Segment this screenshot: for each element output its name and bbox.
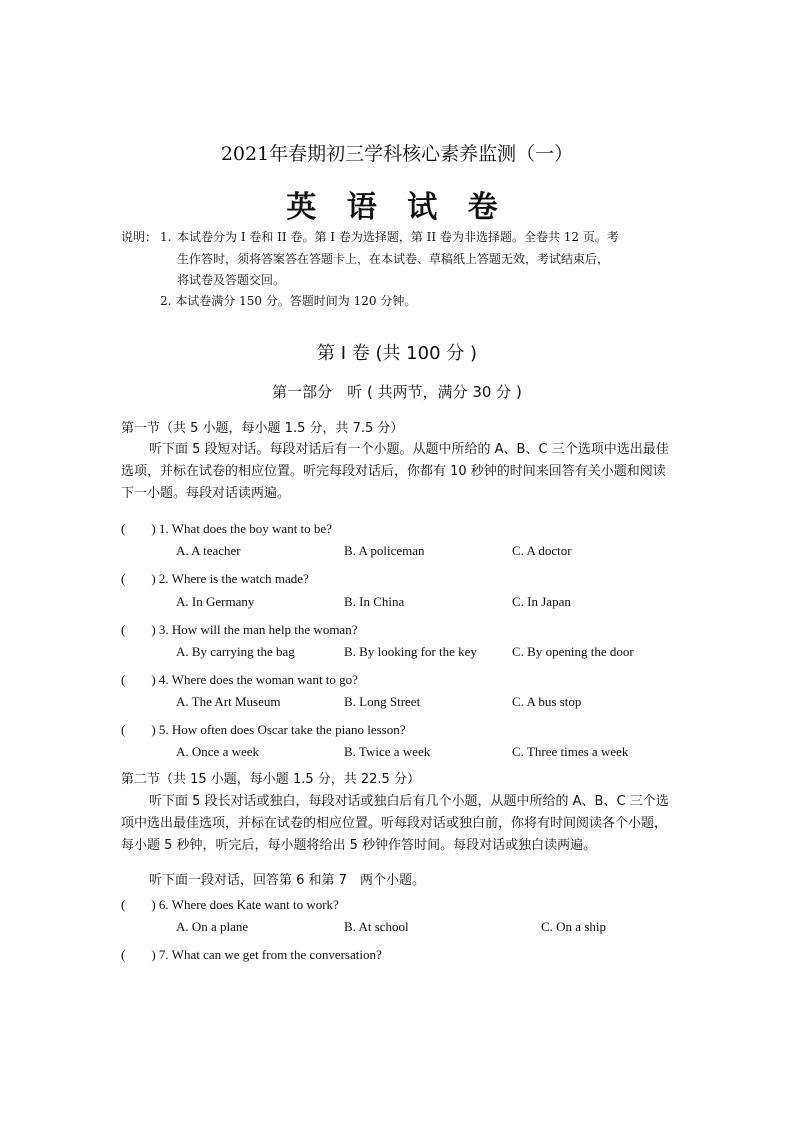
q4-option-c: C. A bus stop	[512, 694, 582, 709]
instructions-item1-line2: 生作答时，须将答案答在答题卡上，在本试卷、草稿纸上答题无效，考试结束后，	[177, 252, 610, 266]
question-3: ( ) 3. How will the man help the woman?	[121, 622, 358, 637]
q3-option-a: A. By carrying the bag	[176, 644, 295, 659]
exam-title: 2021年春期初三学科核心素养监测（一）	[220, 143, 574, 165]
q2-option-a: A. In Germany	[176, 594, 255, 609]
q3-option-c: C. By opening the door	[512, 644, 634, 659]
section2-sub-instruction: 听下面一段对话，回答第 6 和第 7 两个小题。	[149, 873, 425, 888]
q4-option-a: A. The Art Museum	[176, 694, 281, 709]
q5-option-a: A. Once a week	[176, 744, 260, 759]
q5-option-b: B. Twice a week	[344, 744, 431, 759]
q1-option-b: B. A policeman	[344, 543, 425, 558]
section2-heading: 第二节（共 15 小题，每小题 1.5 分，共 22.5 分）	[121, 772, 420, 787]
q1-option-a: A. A teacher	[176, 543, 241, 558]
instructions-label: 说明：	[121, 230, 158, 244]
part-title: 第一部分 听 ( 共两节，满分 30 分 )	[272, 383, 522, 401]
q2-option-b: B. In China	[344, 594, 405, 609]
q5-option-c: C. Three times a week	[512, 744, 629, 759]
question-2: ( ) 2. Where is the watch made?	[121, 571, 309, 586]
question-7: ( ) 7. What can we get from the conversation?	[121, 947, 382, 962]
q6-option-a: A. On a plane	[176, 919, 249, 934]
instructions-item1-num: 1.	[160, 230, 172, 244]
instructions-item2: 2. 本试卷满分 150 分。答题时间为 120 分钟。	[160, 294, 417, 308]
q1-option-c: C. A doctor	[512, 543, 572, 558]
section1-instruction: 听下面 5 段短对话。每段对话后有一个小题。从题中所给的 A、B、C 三个选项中选出最佳选项，并标在试卷的相应位置。听完每段对话后，你都有 10 秒钟的时间来回答有关小题和阅读下一小题。每段对话读两遍。	[121, 442, 669, 501]
instructions-item1-line1: 本试卷分为 I 卷和 II 卷。第 I 卷为选择题，第 II 卷为非选择题。全卷共 12 页。考	[177, 230, 619, 244]
question-4: ( ) 4. Where does the woman want to go?	[121, 672, 358, 687]
q6-option-c: C. On a ship	[541, 919, 606, 934]
subject-title: 英 语 试 卷	[286, 190, 508, 225]
q6-option-b: B. At school	[344, 919, 409, 934]
instructions-item1-line3: 将试卷及答题交回。	[177, 273, 286, 287]
section1-heading: 第一节（共 5 小题，每小题 1.5 分，共 7.5 分）	[121, 421, 404, 436]
q2-option-c: C. In Japan	[512, 594, 571, 609]
question-1: ( ) 1. What does the boy want to be?	[121, 521, 332, 536]
section2-instruction: 听下面 5 段长对话或独白，每段对话或独白后有几个小题，从题中所给的 A、B、C 三个选项中选出最佳选项，并标在试卷的相应位置。听每段对话或独白前，你将有时间阅读各个小题，每小题 5 秒钟，听完后，每小题将给出 5 秒钟作答时间。每段对话或独白读两遍。	[121, 794, 669, 853]
volume-title: 第 I 卷 (共 100 分 )	[316, 343, 478, 364]
question-6: ( ) 6. Where does Kate want to work?	[121, 897, 339, 912]
q3-option-b: B. By looking for the key	[344, 644, 477, 659]
q4-option-b: B. Long Street	[344, 694, 421, 709]
question-5: ( ) 5. How often does Oscar take the piano lesson?	[121, 722, 406, 737]
